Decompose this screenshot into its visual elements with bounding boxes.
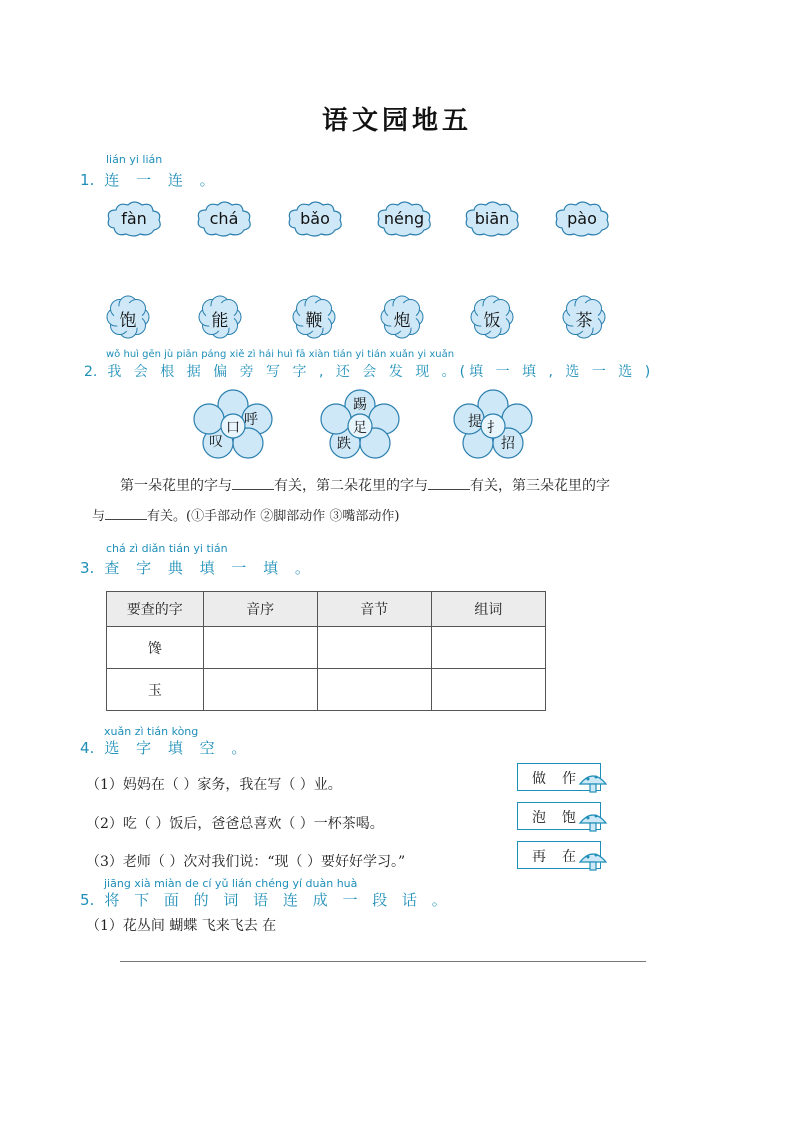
table-cell-blank[interactable] [431,669,545,711]
cloud-pinyin: biān [474,209,510,228]
option-box-zuo [517,763,601,791]
flower-char: 茶 [575,311,593,331]
q1-heading [80,169,221,190]
q1-heading-text: 连 一 连 。 [104,171,221,189]
option-word: 饱 [562,810,576,826]
table-cell-blank[interactable] [317,669,431,711]
q1-number: 1. [80,171,95,189]
q2-sentence-line2 [92,505,399,524]
table-cell-char: 玉 [107,669,204,711]
cloud-pinyin: bǎo [300,209,330,228]
flower-mouth-radical [193,389,273,459]
q5-heading [80,889,452,910]
option-word: 在 [562,849,576,865]
table-cell-blank[interactable] [203,669,317,711]
mushroom-icon [578,770,608,794]
char-flower[interactable] [198,295,242,339]
option-box-pao [517,802,601,830]
flower3-bottom: 招 [501,436,515,452]
cloud-pinyin: fàn [121,209,147,228]
q5-number: 5. [80,891,95,909]
q4-heading-text: 选 字 填 空 。 [104,739,253,757]
table-cell-blank[interactable] [203,627,317,669]
q2-heading-text: 我 会 根 据 偏 旁 写 字 , 还 会 发 现 。(填 一 填 , 选 一 选 ) [107,364,655,380]
answer-blank[interactable] [428,477,470,490]
q4-number: 4. [80,739,95,757]
q2-text-b: 有关，第二朵花里的字与 [274,478,428,494]
page-title: 语文园地五 [321,106,472,136]
table-row [107,627,546,669]
mushroom-icon [578,848,608,872]
char-flower[interactable] [380,295,424,339]
q2-pinyin: wǒ huì gēn jù piān páng xiě zì hái huì fā xiàn tián yi tián xuǎn yi xuǎn [106,349,455,360]
q4-item-1[interactable]: （1）妈妈在（ ）家务，我在写（ ）业。 [86,777,342,793]
mushroom-icon [578,809,608,833]
pinyin-cloud[interactable] [464,200,520,238]
char-flower[interactable] [106,295,150,339]
table-cell-blank[interactable] [317,627,431,669]
dictionary-table [106,591,546,711]
q3-heading [80,557,316,578]
flower2-center: 足 [353,420,367,436]
cloud-pinyin: chá [209,209,239,228]
q5-item-1: （1）花丛间 蝴蝶 飞来飞去 在 [86,918,277,934]
cloud-pinyin: néng [383,209,425,228]
q3-number: 3. [80,559,95,577]
flower3-center: 扌 [487,420,501,436]
table-header-row [107,592,546,627]
char-flower[interactable] [292,295,336,339]
flower-char: 能 [211,311,229,331]
pinyin-cloud[interactable] [376,200,432,238]
table-row [107,669,546,711]
q4-item-3[interactable]: （3）老师（ ）次对我们说：“现（ ）要好好学习。” [86,854,406,870]
q3-pinyin: chá zì diǎn tián yi tián [106,542,228,555]
flower1-left: 叹 [209,434,223,450]
flower-hand-radical [453,389,533,459]
table-header: 组词 [431,592,545,627]
answer-line[interactable] [120,961,646,962]
table-header: 音节 [317,592,431,627]
option-word: 作 [562,771,576,787]
option-word: 泡 [532,810,546,826]
flower-char: 饭 [483,311,501,331]
flower2-top: 踢 [353,397,367,413]
q2-text-c: 有关，第三朵花里的字 [470,478,610,494]
option-word: 再 [532,849,546,865]
q5-pinyin: jiāng xià miàn de cí yǔ lián chéng yí duàn huà [104,877,358,890]
q2-text-d: 与 [92,509,106,524]
pinyin-cloud[interactable] [554,200,610,238]
q1-pinyin: lián yi lián [106,153,163,166]
flower1-right: 呼 [244,412,258,428]
char-flower[interactable] [562,295,606,339]
pinyin-cloud[interactable] [106,200,162,238]
flower-foot-radical [320,389,400,459]
option-box-zai [517,841,601,869]
q4-heading [80,737,252,758]
cloud-pinyin: pào [567,209,597,228]
answer-blank[interactable] [232,477,274,490]
answer-blank[interactable] [105,507,147,520]
pinyin-cloud[interactable] [287,200,343,238]
char-flower[interactable] [470,295,514,339]
table-header: 要查的字 [107,592,204,627]
option-word: 做 [532,771,546,787]
q4-pinyin: xuǎn zì tián kòng [104,725,199,738]
table-header: 音序 [203,592,317,627]
flower2-bottom: 跌 [337,436,351,452]
q5-heading-text: 将 下 面 的 词 语 连 成 一 段 话 。 [104,891,452,909]
pinyin-cloud[interactable] [196,200,252,238]
q2-sentence-line1 [120,475,610,495]
flower-char: 炮 [393,311,411,331]
q2-number: 2. [84,364,98,380]
table-cell-char: 馋 [107,627,204,669]
q2-heading [84,361,654,381]
flower3-left: 提 [468,414,482,430]
flower-char: 饱 [119,311,137,331]
q2-text-a: 第一朵花里的字与 [120,478,232,494]
table-cell-blank[interactable] [431,627,545,669]
q3-heading-text: 查 字 典 填 一 填 。 [104,559,316,577]
flower1-center: 口 [226,420,240,436]
q2-text-e: 有关。(①手部动作 ②脚部动作 ③嘴部动作) [147,509,400,524]
q4-item-2[interactable]: （2）吃（ ）饭后，爸爸总喜欢（ ）一杯茶喝。 [86,816,384,832]
flower-char: 鞭 [305,311,323,331]
